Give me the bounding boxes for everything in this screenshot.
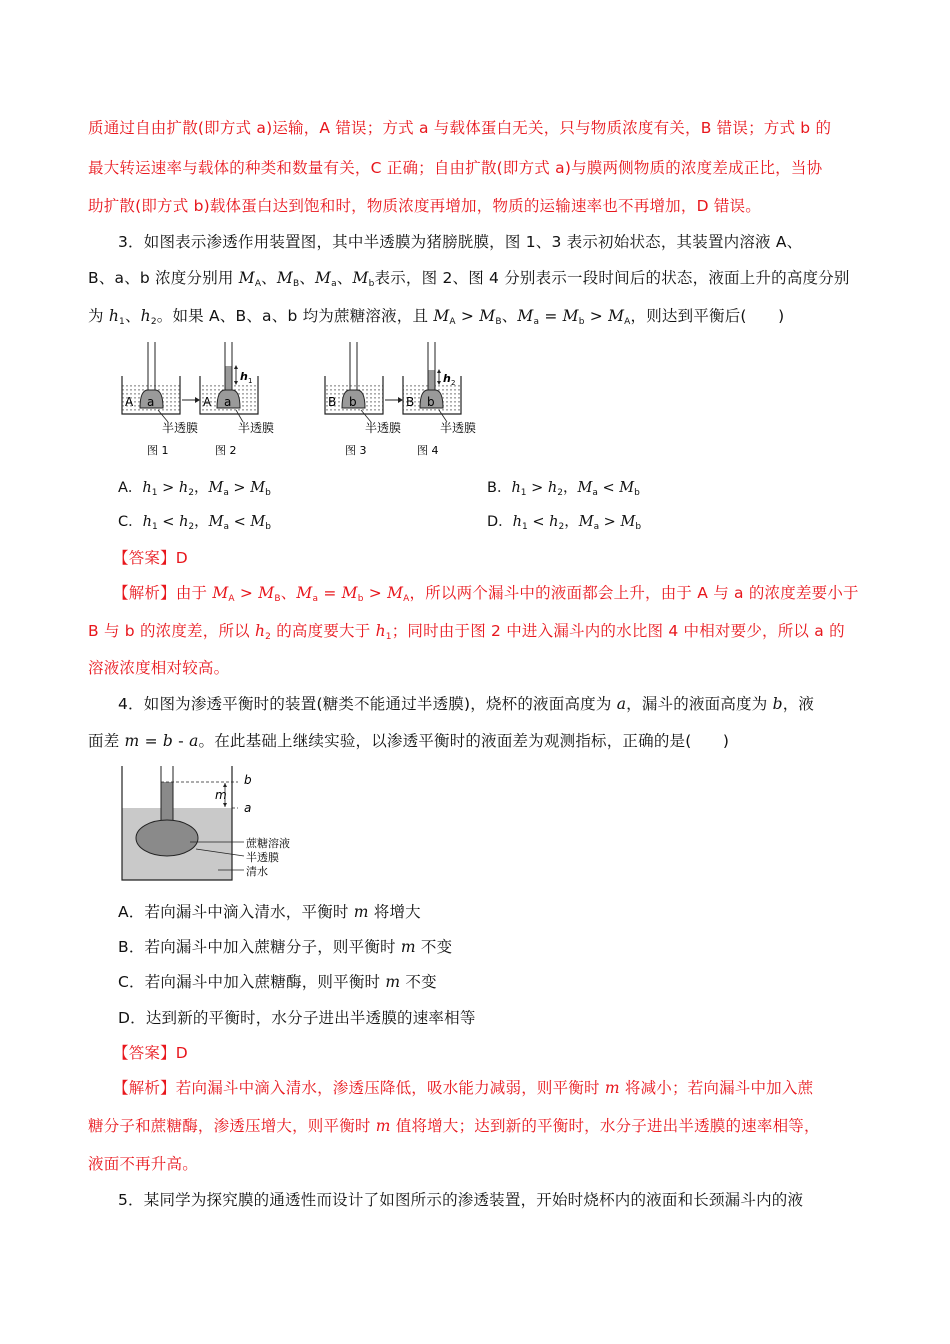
q3-option-b[interactable]: B．$h_1 > h_2$，$M_a < M_b$ [487, 480, 640, 498]
q2-analysis-line-1: 质通过自由扩散(即方式 a)运输，A 错误；方式 a 与载体蛋白无关，只与物质浓度有关，B 错误；方式 b 的 [88, 119, 832, 137]
q3-stem-line-3: 为 $h_1$、$h_2$。如果 A、B、a、b 均为蔗糖溶液，且 $M_A > M_B$、$M_a = M_b > M_A$，则达到平衡后( ) [88, 307, 785, 327]
fig2-label-a: a [224, 395, 232, 409]
arrow-icon [195, 397, 200, 403]
q3-osmosis-figure [118, 340, 498, 462]
figure-3-beaker [325, 342, 383, 414]
figure-2-beaker [200, 342, 258, 414]
svg-text:1: 1 [248, 377, 253, 385]
clear-water-label: 清水 [246, 865, 268, 878]
svg-text:h: h [240, 370, 248, 383]
q5-stem-line-1: 5．某同学为探究膜的通透性而设计了如图所示的渗透装置，开始时烧杯内的液面和长颈漏斗内的液 [118, 1191, 804, 1209]
fig4-label-b: b [427, 395, 435, 409]
membrane-label-2: 半透膜 [238, 421, 275, 435]
membrane-label-3: 半透膜 [365, 421, 402, 435]
q3-stem-line-2: B、a、b 浓度分别用 $M_A$、$M_B$、$M_a$、$M_b$表示，图 2、图 4 分别表示一段时间后的状态，液面上升的高度分别 [88, 269, 850, 289]
fig2-caption: 图 2 [215, 444, 237, 457]
membrane-label-1: 半透膜 [162, 421, 199, 435]
svg-text:h: h [443, 372, 451, 385]
q4-analysis-line-2: 糖分子和蔗糖酶，渗透压增大，则平衡时 m 值将增大；达到新的平衡时，水分子进出半透膜的速率相等， [88, 1117, 820, 1135]
q4-equilibrium-figure [118, 762, 318, 886]
fig4-label-B: B [406, 395, 415, 409]
fig3-label-b: b [349, 395, 357, 409]
membrane-label: 半透膜 [246, 851, 279, 864]
q4-option-b[interactable]: B．若向漏斗中加入蔗糖分子，则平衡时 m 不变 [118, 938, 453, 956]
a-level-label: a [244, 801, 252, 815]
membrane-label-4: 半透膜 [440, 421, 477, 435]
fig3-caption: 图 3 [345, 444, 367, 457]
q3-analysis-line-1: 【解析】由于 $M_A > M_B$、$M_a = M_b > M_A$，所以两个漏斗中的液面都会上升，由于 A 与 a 的浓度差要小于 [113, 584, 859, 604]
q3-analysis-line-2: B 与 b 的浓度差，所以 $h_2$ 的高度要大于 $h_1$；同时由于图 2 中进入漏斗内的水比图 4 中相对要少，所以 a 的 [88, 622, 845, 642]
q4-option-c[interactable]: C．若向漏斗中加入蔗糖酶，则平衡时 m 不变 [118, 973, 437, 991]
q3-option-d[interactable]: D．$h_1 < h_2$，$M_a > M_b$ [487, 514, 642, 532]
q2-analysis-line-3: 助扩散(即方式 b)载体蛋白达到饱和时，物质浓度再增加，物质的运输速率也不再增加，D 错误。 [88, 197, 761, 215]
svg-text:2: 2 [451, 379, 456, 387]
q3-answer: 【答案】D [113, 549, 188, 567]
q4-analysis-line-3: 液面不再升高。 [88, 1155, 198, 1173]
q3-option-c[interactable]: C．$h_1 < h_2$，$M_a < M_b$ [118, 514, 271, 532]
fig1-label-a: a [147, 395, 155, 409]
q3-option-a[interactable]: A．$h_1 > h_2$，$M_a > M_b$ [118, 480, 271, 498]
q3-stem-line-1: 3．如图表示渗透作用装置图，其中半透膜为猪膀胱膜，图 1、3 表示初始状态，其装置内溶液 A、 [118, 233, 803, 251]
figure-1-beaker [122, 342, 180, 414]
q4-option-a[interactable]: A．若向漏斗中滴入清水，平衡时 m 将增大 [118, 903, 421, 921]
figure-4-beaker [403, 342, 461, 414]
fig2-label-A: A [203, 395, 212, 409]
sucrose-solution-label: 蔗糖溶液 [246, 837, 290, 850]
q2-analysis-line-2: 最大转运速率与载体的种类和数量有关，C 正确；自由扩散(即方式 a)与膜两侧物质的浓度差成正比，当协 [88, 159, 823, 177]
fig1-label-A: A [125, 395, 134, 409]
b-level-label: b [244, 773, 252, 787]
fig1-caption: 图 1 [147, 444, 169, 457]
q3-analysis-line-3: 溶液浓度相对较高。 [88, 659, 230, 677]
q4-option-d[interactable]: D．达到新的平衡时，水分子进出半透膜的速率相等 [118, 1009, 476, 1027]
fig3-label-B: B [328, 395, 337, 409]
fig4-caption: 图 4 [417, 444, 439, 457]
q4-stem-line-2: 面差 m = b - a。在此基础上继续实验，以渗透平衡时的液面差为观测指标，正确的是( ) [88, 732, 730, 750]
q4-answer: 【答案】D [113, 1044, 188, 1062]
q4-stem-line-1: 4．如图为渗透平衡时的装置(糖类不能通过半透膜)，烧杯的液面高度为 a，漏斗的液面高度为 b，液 [118, 695, 815, 713]
q4-analysis-line-1: 【解析】若向漏斗中滴入清水，渗透压降低，吸水能力减弱，则平衡时 m 将减小；若向漏斗中加入蔗 [113, 1079, 814, 1097]
arrow-icon [398, 397, 403, 403]
m-label: m [215, 788, 227, 802]
